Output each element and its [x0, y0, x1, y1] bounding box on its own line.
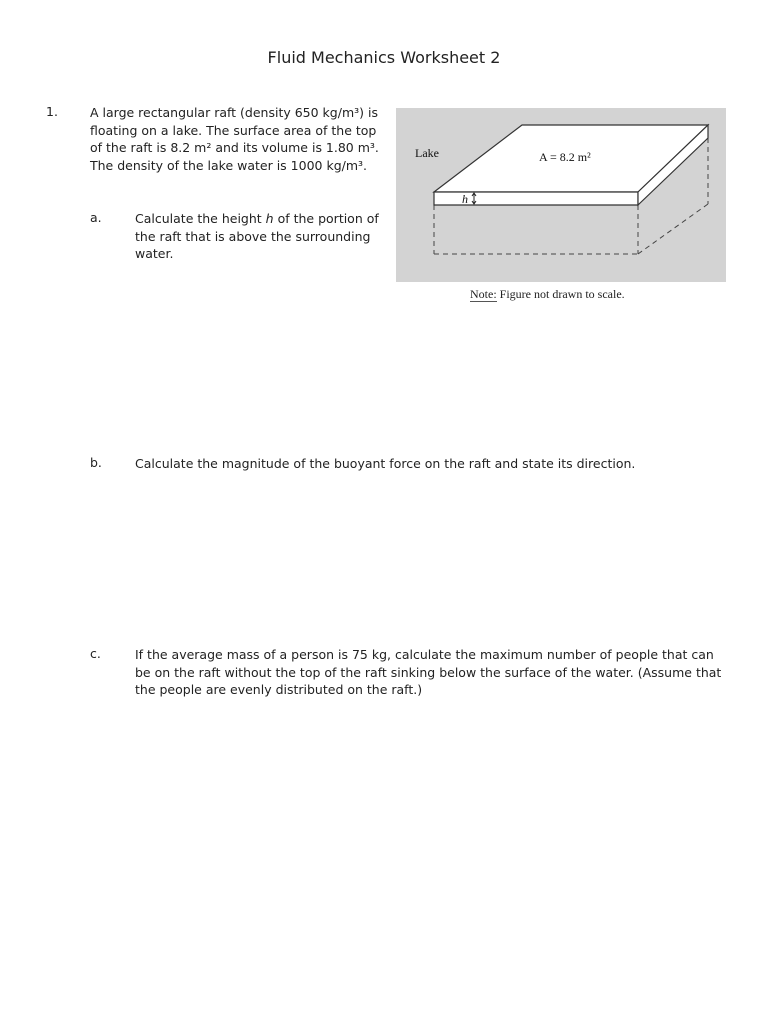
figure-note: [470, 287, 625, 302]
height-label: h: [462, 192, 468, 206]
part-a-text: [135, 210, 385, 263]
part-a-text-before: Calculate the height: [135, 211, 266, 226]
part-b-label: b.: [90, 455, 102, 470]
worksheet-title: Fluid Mechanics Worksheet 2: [267, 48, 501, 67]
part-c-text: If the average mass of a person is 75 kg, calculate the maximum number of people that can be on the raft without the top of the raft sinking below the surface of the water. (Assume that the people are evenly distributed on the raft.): [135, 647, 722, 697]
part-a-label: a.: [90, 210, 102, 225]
part-c-label: c.: [90, 646, 101, 661]
part-a-text-after: of the portion of the raft that is above the surrounding water.: [135, 211, 379, 261]
area-label: A = 8.2 m²: [539, 150, 591, 164]
lake-label: Lake: [415, 146, 439, 160]
note-text: Figure not drawn to scale.: [499, 287, 625, 301]
question-number: 1.: [46, 104, 58, 119]
part-a-variable: h: [265, 211, 274, 226]
raft-figure: [396, 108, 726, 282]
note-label: Note:: [470, 287, 497, 301]
part-b-text: Calculate the magnitude of the buoyant force on the raft and state its direction.: [135, 456, 636, 471]
question-intro: A large rectangular raft (density 650 kg/m³) is floating on a lake. The surface area of the top of the raft is 8.2 m² and its volume is 1.80 m³. The density of the lake water is 1000 kg/m³.: [90, 105, 379, 173]
